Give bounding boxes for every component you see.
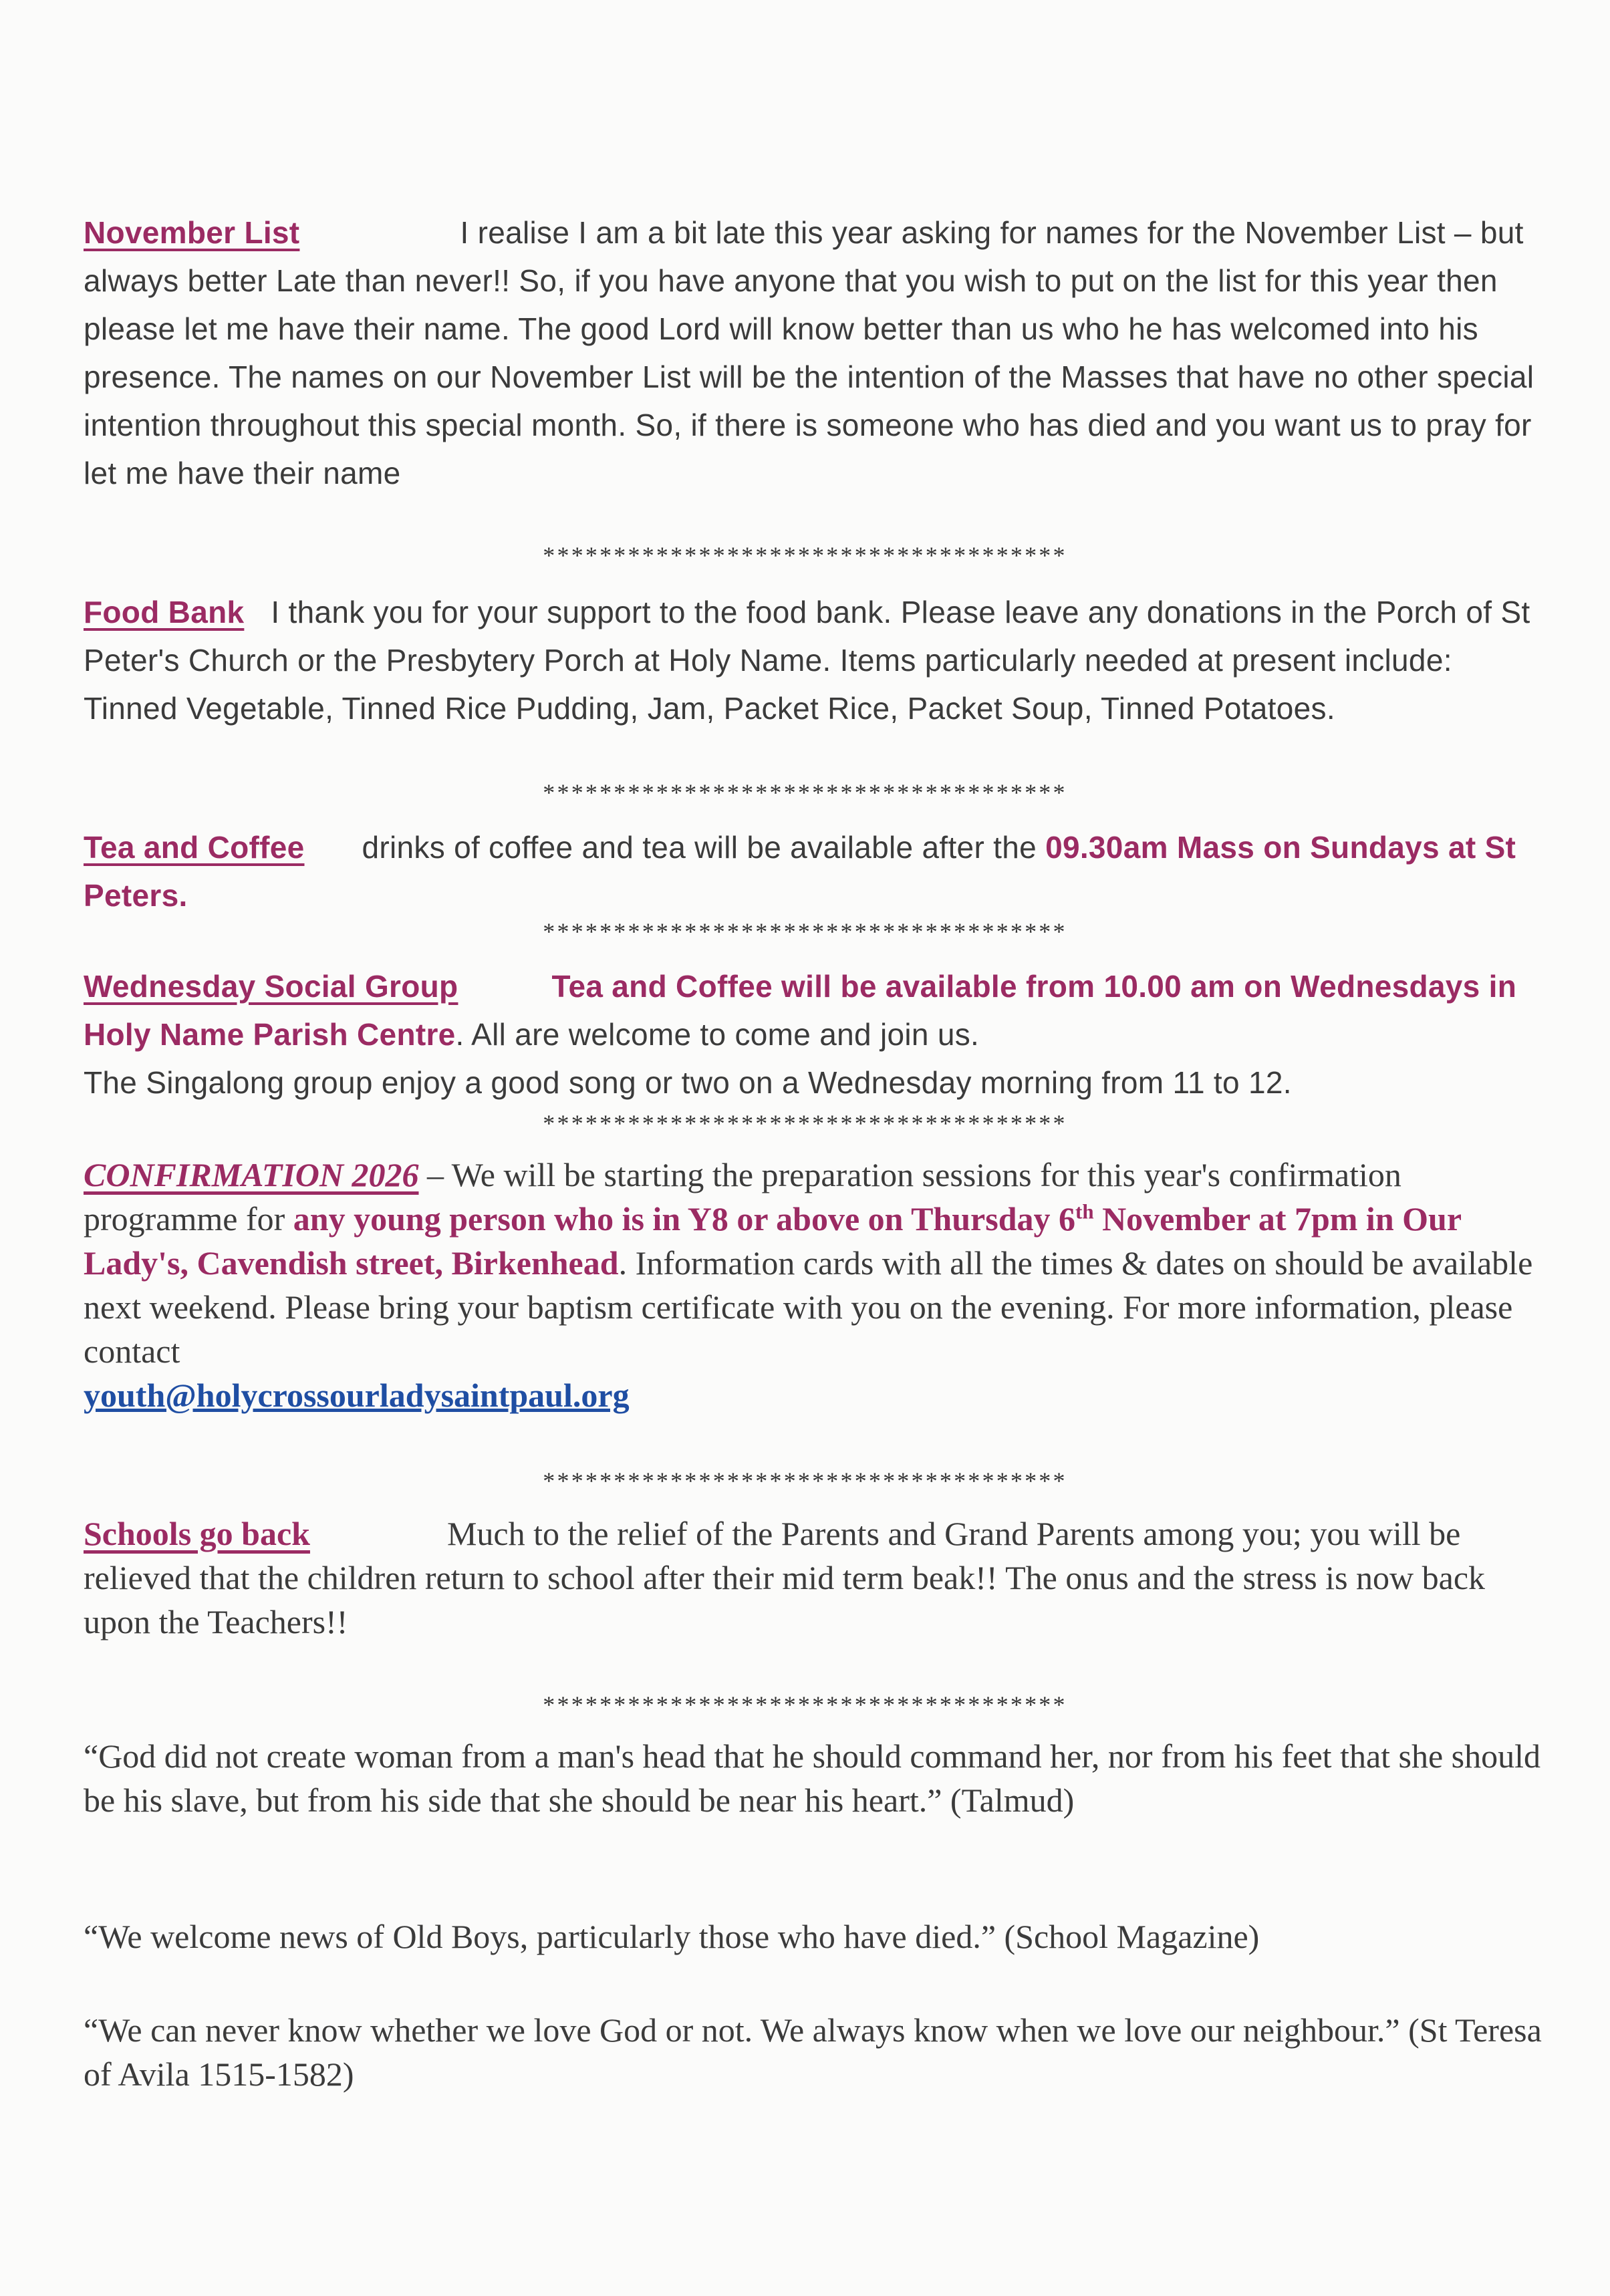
- confirmation-intro: – We will be starting the preparation sessions for this year's confirmation programme for: [84, 1156, 1401, 1238]
- separator: *************************************: [543, 1691, 1067, 1718]
- november-list-line1: I realise I am a bit late this year asking for names for the: [460, 215, 1236, 250]
- november-list-section: [84, 208, 1547, 497]
- wednesday-group-welcome: . All are welcome to come and join us.: [455, 1017, 980, 1052]
- food-bank-section: [84, 588, 1547, 732]
- confirmation-date-b: November at 7pm in Our Lady's, Cavendish street, Birkenhead: [84, 1200, 1462, 1282]
- quote-text: “We welcome news of Old Boys, particularly those who have died.” (School Magazine): [84, 1918, 1260, 1955]
- wednesday-group-section: [84, 962, 1547, 1107]
- schools-heading: Schools go back: [84, 1515, 310, 1552]
- quote-school-magazine: [84, 1914, 1547, 1959]
- separator: *************************************: [543, 779, 1067, 806]
- confirmation-section: [84, 1153, 1547, 1417]
- schools-section: [84, 1512, 1547, 1644]
- quote-text: “We can never know whether we love God or not. We always know when we love our neighbour.” (St Teresa of Avila 1515-1582): [84, 2011, 1542, 2093]
- schools-line1: Much to the relief of the Parents and Grand Parents among you;: [446, 1515, 1302, 1552]
- tea-coffee-time: 09.30am Mass on Sundays at St Peters.: [84, 830, 1516, 913]
- separator: *************************************: [543, 918, 1067, 945]
- wednesday-group-highlight: Tea and Coffee will be available from 10.00 am on Wednesdays in Holy Name Parish Centre: [84, 969, 1517, 1052]
- quote-st-teresa: [84, 2008, 1547, 2096]
- wednesday-group-heading: Wednesday Social Group: [84, 969, 458, 1004]
- confirmation-heading: CONFIRMATION 2026: [84, 1156, 419, 1193]
- november-list-body: November List – but always better Late than never!! So, if you have anyone that you wish to put on the list for this year then please let me have their name. The good Lord will know better than us who he has welcomed into his presence. The names on our November List will be the intention of the Masses that have no other special intention throughout this special month. So, if there is someone who has died and you want us to pray for let me have their name: [84, 215, 1534, 490]
- tea-coffee-body: drinks of coffee and tea will be available after the: [362, 830, 1046, 865]
- confirmation-info: . Information cards with all the times & dates on should be available next weekend. Please bring your baptism certificate with you on the evening. For more information, please contact: [84, 1244, 1533, 1370]
- food-bank-body: I thank you for your support to the food bank. Please leave any donations in the Porch of St Peter's Church or the Presbytery Porch at Holy Name. Items particularly needed at present include: Tinned Vegetable, Tinned Rice Pudding, Jam, Packet Rice, Packet Soup, Tinned Potatoes.: [84, 595, 1530, 726]
- separator: *************************************: [543, 1110, 1067, 1137]
- confirmation-email-link[interactable]: youth@holycrossourladysaintpaul.org: [84, 1377, 630, 1414]
- quote-talmud: [84, 1734, 1547, 1822]
- separator: *************************************: [543, 542, 1067, 569]
- confirmation-date-a: any young person who is in Y8 or above on Thursday 6: [293, 1200, 1075, 1238]
- tea-coffee-heading: Tea and Coffee: [84, 830, 305, 865]
- separator: *************************************: [543, 1467, 1067, 1494]
- tea-coffee-section: [84, 823, 1547, 919]
- schools-body: you will be relieved that the children return to school after their mid term beak!! The onus and the stress is now back upon the Teachers!!: [84, 1515, 1486, 1640]
- singalong-text: The Singalong group enjoy a good song or two on a Wednesday morning from 11 to 12.: [84, 1065, 1292, 1100]
- november-list-heading: November List: [84, 215, 300, 250]
- confirmation-date-sup: th: [1075, 1199, 1094, 1224]
- food-bank-heading: Food Bank: [84, 595, 245, 629]
- quote-text: “God did not create woman from a man's head that he should command her, nor from his feet that she should be his slave, but from his side that she should be near his heart.” (Talmud): [84, 1737, 1541, 1819]
